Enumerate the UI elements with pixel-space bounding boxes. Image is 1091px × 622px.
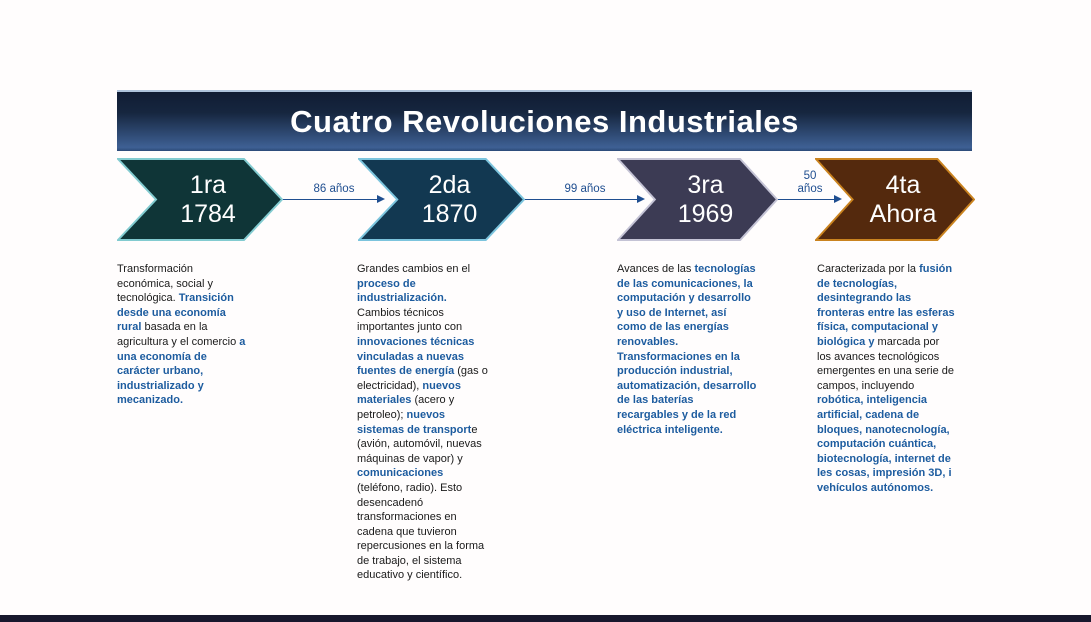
stage-1-ordinal: 1ra	[189, 170, 227, 199]
connector-2-label: 99 años	[564, 182, 606, 195]
stage-3-ordinal: 3ra	[687, 170, 724, 199]
connector-1-label: 86 años	[313, 182, 355, 195]
stage-2-text	[358, 158, 525, 241]
stage-3-text	[617, 158, 778, 241]
stage-4-chevron	[815, 158, 975, 241]
stage-2-chevron	[358, 158, 525, 241]
stage-4-text	[815, 158, 975, 241]
stage-2-ordinal: 2da	[428, 170, 471, 199]
timeline	[117, 158, 977, 241]
stage-3-description: Avances de las tecnologías de las comunicaciones, la computación y desarrollo y uso de Internet, así como de las energías renovables. Transformaciones en la producción industrial, automatización, desarrollo de las baterías recargables y de la red eléctrica inteligente.	[617, 263, 757, 436]
bottom-accent-bar	[0, 615, 1091, 622]
descriptions-row	[117, 262, 977, 607]
stage-1-year: 1784	[180, 199, 236, 228]
connector-3-label: 50 años	[797, 169, 823, 195]
title-banner	[117, 90, 972, 151]
stage-3-year: 1969	[677, 199, 734, 228]
stage-2-description: Grandes cambios en el proceso de industrialización. Cambios técnicos importantes junto con innovaciones técnicas vinculadas a nuevas fuentes de energía (gas o electricidad), nuevos materiales (acero y petroleo); nuevos sistemas de transporte (avión, automóvil, nuevas máquinas de vapor) y comunicaciones (teléfono, radio). Esto desencadenó transformaciones en cadena que tuvieron repercusiones en la forma de trabajo, el sistema educativo y científico.	[357, 263, 488, 582]
stage-2-year: 1870	[421, 199, 478, 228]
stage-4-description: Caracterizada por la fusión de tecnologías, desintegrando las fronteras entre las esferas física, computacional y biológica y marcada por los avances tecnológicos emergentes en una serie de campos, incluyendo robótica, inteligencia artificial, cadena de bloques, nanotecnología, computación cuántica, biotecnología, internet de les cosas, impresión 3D, i vehículos autónomos.	[817, 263, 955, 494]
page-title: Cuatro Revoluciones Industriales	[290, 103, 799, 139]
stage-3-chevron	[617, 158, 778, 241]
stage-1-description: Transformación económica, social y tecnológica. Transición desde una economía rural basada en la agricultura y el comercio a una economía de carácter urbano, industrializado y mecanizado.	[117, 263, 246, 407]
stage-4-ordinal: 4ta	[885, 170, 921, 199]
stage-1-text	[117, 158, 283, 241]
stage-1-chevron	[117, 158, 283, 241]
stage-4-year: Ahora	[869, 199, 937, 228]
